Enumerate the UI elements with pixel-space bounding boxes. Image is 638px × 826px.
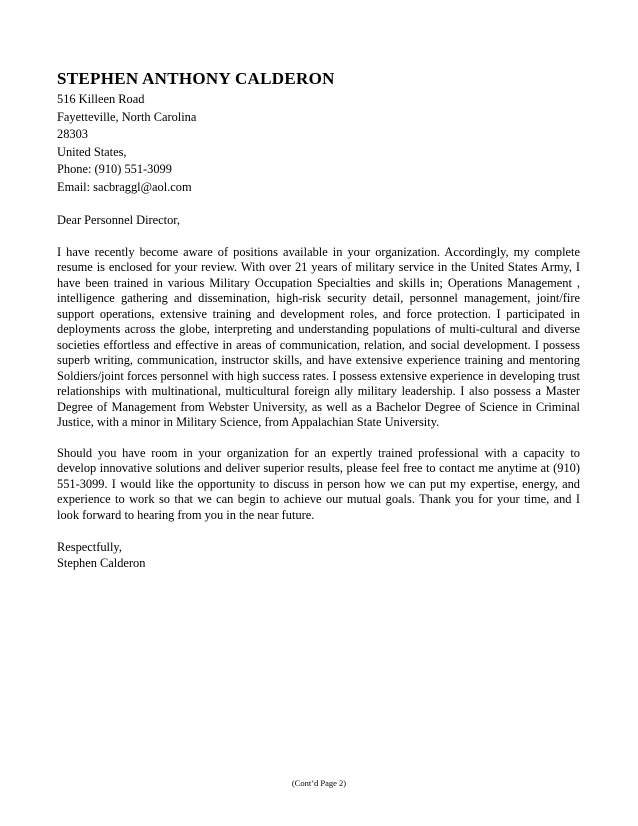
country: United States, <box>57 144 127 159</box>
body-paragraph-1: I have recently become aware of positions available in your organization. Accordingly, my complete resume is enclosed for your review. With over 21 years of military service in the United States Army, I have been trained in various Military Occupation Specialties and skills in; Operations Management , intelligence gathering and dissemination, high-risk security detail, personnel management, joint/fire support operations, extensive training and development roles, and force protection. I participated in deployments across the globe, interpreting and understanding populations of multi-cultural and diverse societies effortless and effective in areas of communication, relation, and social development. I possess superb writing, communication, instructor skills, and have extensive experience training and mentoring Soldiers/joint forces personnel with high success rates. I possess extensive experience in developing trust relationships with multinational, multicultural foreign ally military leadership. I also possess a Master Degree of Management from Webster University, as well as a Bachelor Degree of Science in Criminal Justice, with a minor in Military Science, from Appalachian State University. <box>57 244 580 429</box>
phone-line: Phone: (910) 551-3099 <box>57 162 172 176</box>
letter-page <box>57 69 580 571</box>
sender-address-block <box>57 91 580 196</box>
city-state: Fayetteville, North Carolina <box>57 109 197 124</box>
sender-name: STEPHEN ANTHONY CALDERON <box>57 69 335 88</box>
email-line: Email: sacbraggl@aol.com <box>57 179 192 194</box>
body-paragraph-2: Should you have room in your organization for an expertly trained professional with a capacity to develop innovative solutions and deliver superior results, please feel free to contact me anytime at (910) 551-3099. I would like the opportunity to discuss in person how we can put my expertise, energy, and experience to work so that we can begin to achieve our mutual goals. Thank you for your time, and I look forward to hearing from you in the near future. <box>57 445 580 522</box>
closing-phrase: Respectfully, <box>57 540 122 554</box>
street-address: 516 Killeen Road <box>57 92 145 106</box>
salutation: Dear Personnel Director, <box>57 213 181 227</box>
page-continuation-note: (Cont’d Page 2) <box>291 778 347 788</box>
signature-name: Stephen Calderon <box>57 556 146 570</box>
zip-code: 28303 <box>57 127 88 141</box>
closing-block <box>57 539 580 571</box>
